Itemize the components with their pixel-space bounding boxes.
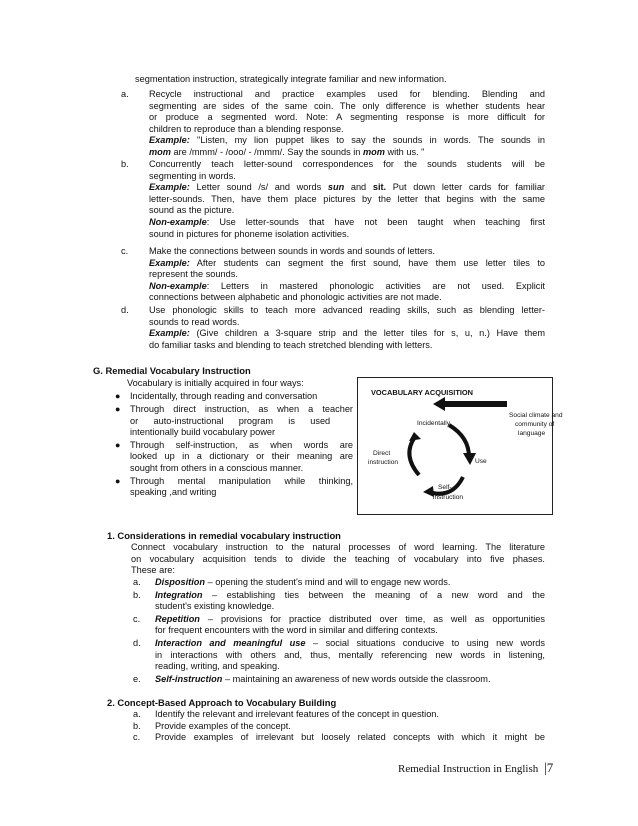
list-marker: b.	[133, 720, 141, 731]
list-marker: c.	[133, 732, 141, 743]
example-label: Example:	[149, 257, 190, 268]
list-item	[133, 577, 545, 589]
bullet-icon: ●	[115, 404, 121, 414]
footer-title: Remedial Instruction in English	[398, 763, 539, 775]
text-line: Make the connections between sounds in words and sounds of letters.	[149, 246, 436, 256]
example-text: (Give children a 3-square strip and the letter tiles for s, u, n.) Have them	[189, 328, 545, 339]
emphasis-word: sun	[327, 182, 345, 193]
example-line: sound as the picture.	[149, 205, 235, 216]
text-line: Concurrently teach letter-sound correspondences for the sounds students will be	[149, 159, 545, 169]
vocabulary-acquisition-figure	[357, 377, 563, 515]
definition: – establishing ties between the meaning of a new word and the	[202, 589, 545, 600]
label-social-3: language	[518, 430, 546, 437]
vocabulary-bullet-list	[113, 391, 353, 499]
example-line	[149, 328, 545, 340]
bullet-item	[113, 476, 353, 499]
label-use: Use	[475, 458, 487, 465]
list-item-a	[149, 89, 545, 159]
bullet-text: intentionally build vocabulary power	[130, 427, 276, 438]
list-text: Provide examples of the concept.	[155, 720, 291, 731]
text-line: segmenting in words.	[149, 170, 236, 181]
section-g-intro: Vocabulary is initially acquired in four ways:	[127, 378, 304, 388]
term: Integration	[155, 589, 203, 600]
list-marker: a.	[133, 709, 141, 719]
example-label: Example:	[149, 135, 190, 146]
list-item	[133, 638, 545, 673]
phase-list	[133, 577, 545, 685]
example-line	[149, 182, 545, 194]
list-item-b	[149, 159, 545, 240]
example-text: and	[344, 182, 373, 193]
example-line: letter-sounds. Then, have them place pictures by the letter that begins with the same	[149, 193, 545, 204]
list-marker: c.	[133, 613, 141, 624]
text-line: children to reproduce than a blending response.	[149, 123, 344, 134]
example-text: are /mmm/ - /ooo/ - /mmm/. Say the sounds in	[170, 146, 363, 157]
list-item	[133, 590, 545, 613]
text-line: segmenting are sides of the same coin. The only difference is whether students hear	[149, 100, 545, 111]
bullet-item	[113, 440, 353, 475]
intro-line: segmentation instruction, strategically integrate familiar and new information.	[135, 74, 447, 84]
page-footer	[398, 762, 553, 776]
label-social-1: Social climate and	[509, 412, 563, 419]
text-line: or produce a segmented word. Note: A segmenting response is more difficult for	[149, 112, 545, 123]
emphasis-word: sit.	[372, 182, 387, 193]
term: Disposition	[155, 577, 206, 587]
example-line	[149, 258, 545, 270]
label-self-1: Self-	[438, 484, 452, 491]
example-label: Example:	[149, 328, 190, 339]
list-item-c	[149, 246, 545, 304]
label-incidentally: Incidentally	[417, 420, 450, 427]
example-text: Put down letter cards for familiar	[386, 182, 545, 193]
bullet-icon: ●	[115, 475, 121, 486]
list-text: Identify the relevant and irrelevant features of the concept in question.	[155, 709, 439, 719]
section-1-paragraph	[131, 542, 545, 577]
text-line: Connect vocabulary instruction to the natural processes of word learning. The literature	[131, 542, 545, 552]
list-marker: d.	[133, 637, 141, 648]
non-example-text: : Letters in mastered phonologic activities are not used. Explicit	[206, 280, 545, 291]
label-social-2: community of	[515, 421, 555, 428]
list-marker: e.	[133, 673, 141, 684]
non-example-line	[149, 217, 545, 229]
definition: – opening the student's mind and will to engage new words.	[205, 577, 451, 587]
non-example-label: Non-example	[149, 216, 207, 227]
definition: – social situations conducive to using new words	[305, 637, 545, 648]
section-g-heading: G. Remedial Vocabulary Instruction	[93, 365, 251, 376]
bullet-text: sought from others in a conscious manner.	[130, 462, 304, 473]
list-marker: b.	[133, 589, 141, 600]
list-item	[133, 674, 545, 686]
term: Self-instruction	[155, 673, 223, 684]
section-1-heading: 1. Considerations in remedial vocabulary instruction	[107, 530, 341, 541]
label-direct-1: Direct	[373, 450, 391, 457]
bullet-text: speaking ,and writing	[130, 487, 217, 498]
bullet-text: Through mental manipulation while thinking,	[130, 475, 353, 486]
example-line: do familiar tasks and blending to teach stretched blending with letters.	[149, 339, 433, 350]
text-line: Use phonologic skills to teach more advanced reading skills, such as blending letter-	[149, 305, 545, 315]
example-text: Letter sound /s/ and words	[189, 182, 328, 193]
bullet-icon: ●	[115, 391, 121, 401]
list-item	[133, 709, 545, 721]
list-item	[133, 721, 545, 733]
text-line: on vocabulary acquisition tends to divide the teaching of vocabulary into five phases.	[131, 553, 545, 564]
definition: – provisions for practice distributed over time, as well as opportunities	[199, 613, 545, 624]
list-marker-b: b.	[121, 159, 129, 169]
non-example-line	[149, 281, 545, 293]
text-line: These are:	[131, 565, 175, 576]
emphasis-word: mom	[362, 146, 385, 157]
bullet-text: Through direct instruction, as when a teacher	[130, 404, 353, 414]
example-text: with us. "	[384, 146, 425, 157]
non-example-label: Non-example	[149, 280, 207, 291]
label-self-2: instruction	[433, 494, 464, 501]
definition: in interactions with others and, thus, mentally referencing new words in listening,	[155, 649, 545, 660]
example-line: represent the sounds.	[149, 269, 238, 280]
definition: reading, writing, and speaking.	[155, 661, 280, 672]
section-2-heading: 2. Concept-Based Approach to Vocabulary Building	[107, 697, 337, 708]
example-text: After students can segment the first sound, have them use letter tiles to	[189, 257, 545, 268]
bullet-text: Through self-instruction, as when words are	[130, 439, 353, 450]
emphasis-word: mom	[149, 146, 171, 157]
bullet-text: looked up in a dictionary or their meaning are	[130, 451, 353, 462]
definition: student's existing knowledge.	[155, 601, 275, 612]
example-text: "Listen, my lion puppet likes to say the sounds in words. The sounds in	[189, 135, 545, 146]
text-line: sounds to read words.	[149, 316, 240, 327]
term: Interaction and meaningful use	[155, 637, 306, 648]
list-item	[133, 614, 545, 637]
text-line: Recycle instructional and practice examples used for blending. Blending and	[149, 89, 545, 99]
footer-separator: |	[543, 761, 547, 776]
example-label: Example:	[149, 182, 190, 193]
bullet-item	[113, 404, 353, 439]
term: Repetition	[155, 613, 200, 624]
list-item	[133, 732, 545, 744]
list-marker: a.	[133, 577, 141, 587]
bullet-text: Incidentally, through reading and conversation	[130, 391, 318, 401]
bullet-item	[113, 391, 353, 403]
list-marker-a: a.	[121, 89, 129, 99]
list-marker-c: c.	[121, 246, 129, 256]
example-line	[149, 135, 545, 147]
non-example-line: sound in pictures for phoneme isolation activities.	[149, 228, 350, 239]
non-example-line: connections between alphabetic and phonologic activities are not made.	[149, 292, 442, 303]
bullet-text: or auto-instructional program is used	[130, 415, 331, 426]
definition: – maintaining an awareness of new words outside the classroom.	[222, 673, 491, 684]
label-direct-2: instruction	[368, 459, 399, 466]
figure-title: VOCABULARY ACQUISITION	[371, 388, 473, 397]
list-item-d	[149, 305, 545, 351]
page-number: 7	[546, 760, 554, 775]
definition: for frequent encounters with the word in similar and differing contexts.	[155, 625, 438, 636]
list-marker-d: d.	[121, 305, 129, 315]
list-text: Provide examples of irrelevant but loosely related concepts with which it might be	[155, 732, 545, 743]
concept-list	[133, 709, 545, 744]
non-example-text: : Use letter-sounds that have not been taught when teaching first	[206, 216, 545, 227]
example-line	[149, 147, 545, 159]
bullet-icon: ●	[115, 439, 121, 450]
